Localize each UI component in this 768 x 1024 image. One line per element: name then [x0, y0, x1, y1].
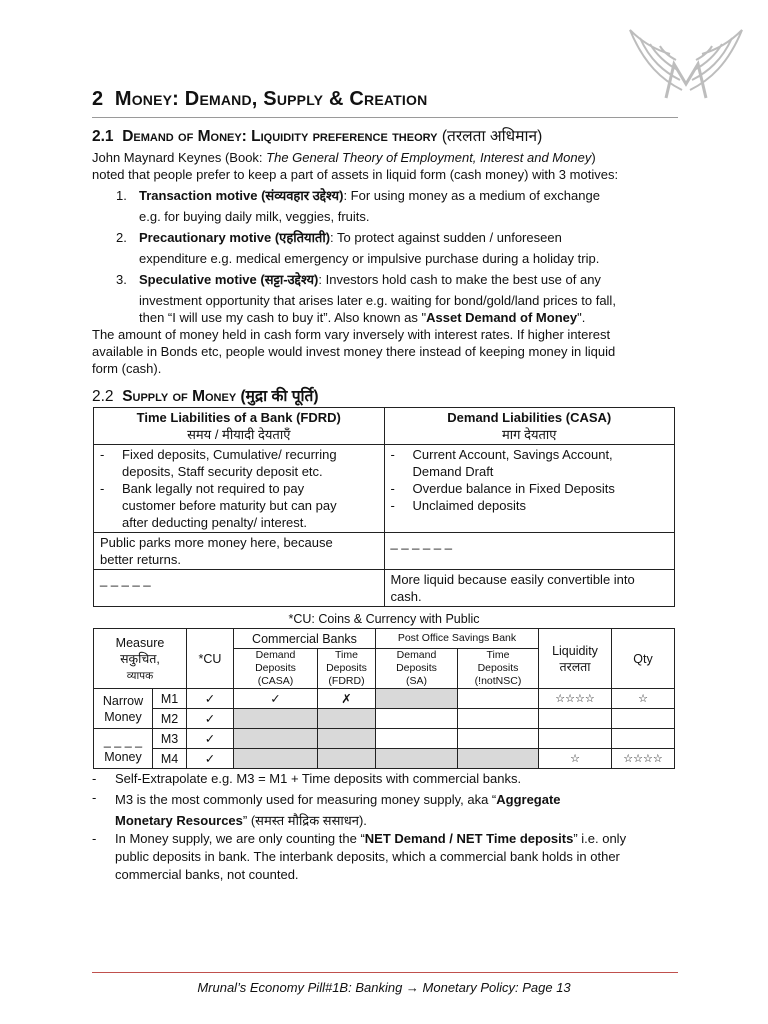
interest-rate-paragraph: The amount of money held in cash form vary inversely with interest rates. If higher interest available in Bonds etc, people would invest money there instead of keeping money in liquid form (cash).: [92, 327, 616, 376]
motive-item-transaction: 1. Transaction motive (संव्यवहार उद्देश्य): For using money as a medium of exchange e.g. for buying daily milk, veggies, fruits.: [116, 188, 600, 224]
table-row: [94, 709, 675, 729]
m4-time-deposits: [318, 749, 376, 769]
motive-item-speculative: 3. Speculative motive (सट्टा-उद्देश्य): Investors hold cash to make the best use of any investment opportunity that arises later e.g. waiting for bond/gold/land prices to fall, then “I will use my cash to buy it”. Also known as "Asset Demand of Money".: [116, 272, 616, 325]
money-measures-table: [93, 628, 675, 769]
chapter-heading: 2 Money: Demand, Supply & Creation: [92, 88, 428, 110]
cu-header: *CU: [187, 629, 234, 689]
motive-item-precautionary: 2. Precautionary motive (एहतियाती): To protect against sudden / unforeseen expenditure e.g. medical emergency or impulsive purchase during a holiday trip.: [116, 230, 600, 266]
footer-rule: [92, 972, 678, 973]
fdrd-blank-cell: _ _ _ _ _: [94, 570, 385, 607]
m1-po-time: [458, 689, 539, 709]
cu-caption: *CU: Coins & Currency with Public: [288, 612, 480, 626]
broad-money-label: _ _ _ _ Money: [94, 729, 153, 769]
chapter-title: Money: Demand, Supply & Creation: [114, 88, 428, 110]
measure-m3: M3: [153, 729, 187, 749]
m1-po-demand: [376, 689, 458, 709]
time-liabilities-items: - Fixed deposits, Cumulative/ recurring deposits, Staff security deposit etc. - Bank legally not required to pay customer before maturity but can pay after deducting penalty/ interest.: [94, 445, 385, 533]
m3-demand-deposits: [234, 729, 318, 749]
m3-po-demand: [376, 729, 458, 749]
m4-liquidity: ☆: [539, 749, 612, 769]
commercial-banks-header: Commercial Banks: [234, 629, 376, 649]
fdrd-returns-cell: Public parks more money here, because better returns.: [94, 533, 385, 570]
keynes-intro: John Maynard Keynes (Book: The General Theory of Employment, Interest and Money) noted that people prefer to keep a part of assets in liquid form (cash money) with 3 motives:: [92, 150, 619, 182]
m4-po-demand: [376, 749, 458, 769]
heading-rule: [92, 117, 678, 118]
m2-cu: ✓: [187, 709, 234, 729]
m2-liquidity: [539, 709, 612, 729]
measure-m1: M1: [153, 689, 187, 709]
m1-time-deposits: ✗: [318, 689, 376, 709]
m3-qty: [612, 729, 675, 749]
liquidity-header: Liquidity तरलता: [539, 629, 612, 689]
m3-po-time: [458, 729, 539, 749]
time-liabilities-header: Time Liabilities of a Bank (FDRD) समय / मीयादी देयताएँ: [94, 408, 385, 445]
post-office-header: Post Office Savings Bank: [376, 629, 539, 649]
m2-qty: [612, 709, 675, 729]
measure-m2: M2: [153, 709, 187, 729]
m4-po-time: [458, 749, 539, 769]
narrow-money-label: Narrow Money: [94, 689, 153, 729]
sub-header-demand-sa: Demand Deposits (SA): [376, 649, 458, 689]
sub-header-time-notnsc: Time Deposits (!notNSC): [458, 649, 539, 689]
bullet-m3-aggregate: - M3 is the most commonly used for measuring money supply, aka “Aggregate Monetary Resources” (समस्त मौद्रिक ससाधन).: [92, 790, 561, 828]
sub-header-demand-casa: Demand Deposits (CASA): [234, 649, 318, 689]
bullet-extrapolate: - Self-Extrapolate e.g. M3 = M1 + Time deposits with commercial banks.: [92, 771, 522, 786]
m1-demand-deposits: ✓: [234, 689, 318, 709]
m3-cu: ✓: [187, 729, 234, 749]
m1-cu: ✓: [187, 689, 234, 709]
measure-m4: M4: [153, 749, 187, 769]
section-2-1-heading: 2.1 Demand of Money: Liquidity preference theory (तरलता अधिमान): [92, 128, 543, 145]
sub-header-time-fdrd: Time Deposits (FDRD): [318, 649, 376, 689]
demand-liabilities-header: Demand Liabilities (CASA) माग देयताए: [384, 408, 675, 445]
m3-liquidity: [539, 729, 612, 749]
m4-demand-deposits: [234, 749, 318, 769]
casa-blank-cell: _ _ _ _ _ _: [384, 533, 675, 570]
liabilities-table: [93, 407, 675, 607]
m2-demand-deposits: [234, 709, 318, 729]
m2-time-deposits: [318, 709, 376, 729]
qty-header: Qty: [612, 629, 675, 689]
m1-liquidity: ☆☆☆☆: [539, 689, 612, 709]
bullet-net-deposits: - In Money supply, we are only counting the “NET Demand / NET Time deposits” i.e. only public deposits in bank. The interbank deposits, which a commercial bank holds in other commercial banks, not counted.: [92, 831, 627, 882]
mrunal-wings-logo-icon: [622, 20, 750, 102]
measure-header: Measure सकुचित, व्यापक: [94, 629, 187, 689]
table-row: [94, 729, 675, 749]
section-2-2-heading: 2.2 Supply of Money (मुद्रा की पूर्ति): [92, 388, 319, 405]
table-row: [94, 749, 675, 769]
m2-po-demand: [376, 709, 458, 729]
casa-liquid-cell: More liquid because easily convertible into cash.: [384, 570, 675, 607]
m2-po-time: [458, 709, 539, 729]
m4-cu: ✓: [187, 749, 234, 769]
demand-liabilities-items: - Current Account, Savings Account, Demand Draft - Overdue balance in Fixed Deposits - Unclaimed deposits: [384, 445, 675, 533]
table-row: [94, 689, 675, 709]
m4-qty: ☆☆☆☆: [612, 749, 675, 769]
page-footer: Mrunal’s Economy Pill#1B: Banking → Monetary Policy: Page 13: [197, 980, 571, 995]
m3-time-deposits: [318, 729, 376, 749]
m1-qty: ☆: [612, 689, 675, 709]
